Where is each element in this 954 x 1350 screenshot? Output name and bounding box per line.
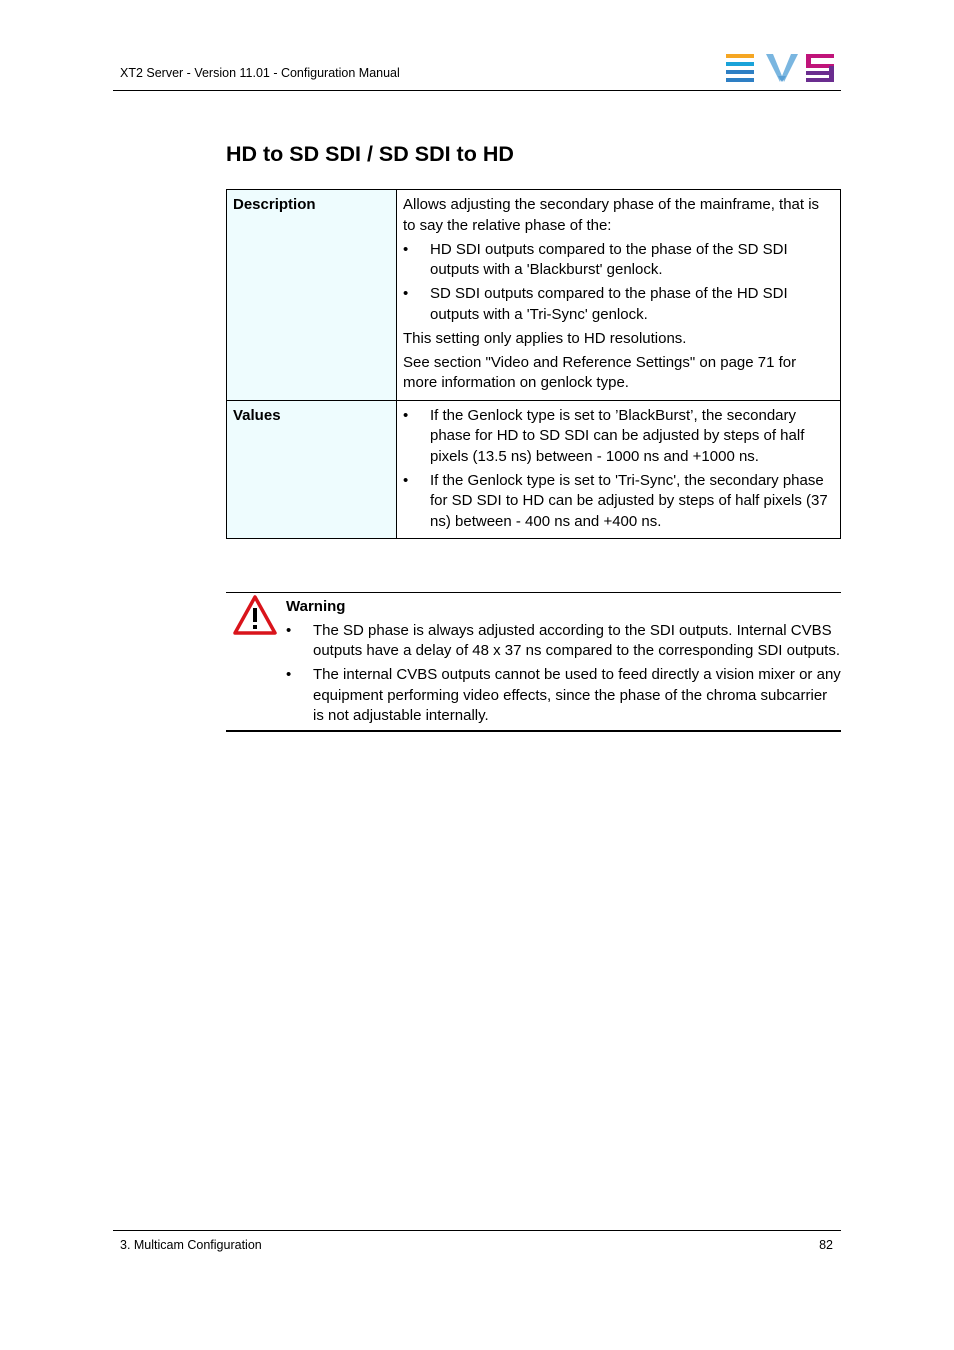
bullet-icon: • (403, 406, 409, 424)
description-reference: See section "Video and Reference Settings" on page 71 for more information on genlock type. (403, 353, 797, 391)
manual-title: XT2 Server - Version 11.01 - Configuration Manual (120, 66, 400, 80)
table-row-description (227, 190, 841, 401)
list-item-text: If the Genlock type is set to 'Tri-Sync', the secondary phase for SD SDI to HD can be adjusted by steps of half pixels (37 ns) between - 400 ns and +400 ns. (430, 471, 828, 530)
page-number: 82 (819, 1238, 833, 1252)
list-item-text: SD SDI outputs compared to the phase of the HD SDI outputs with a 'Tri-Sync' genlock. (430, 285, 788, 323)
list-item (403, 284, 834, 325)
warning-bullet-list (286, 621, 841, 727)
list-item-text: The internal CVBS outputs cannot be used to feed directly a vision mixer or any equipment performing video effects, since the phase of the chroma subcarrier is not adjustable internally. (313, 666, 841, 724)
warning-box (226, 592, 841, 732)
row-content (397, 400, 841, 539)
list-item (403, 240, 834, 281)
table-row-values (227, 400, 841, 539)
bullet-icon: • (403, 285, 409, 302)
bullet-icon: • (286, 666, 292, 683)
bullet-icon: • (403, 471, 409, 489)
row-label: Description (227, 190, 397, 401)
warning-triangle-icon (233, 595, 277, 635)
row-content (397, 190, 841, 401)
description-intro: Allows adjusting the secondary phase of the mainframe, that is to say the relative phase of the: (403, 196, 820, 234)
description-note: This setting only applies to HD resolutions. (403, 329, 687, 347)
warning-title: Warning (286, 598, 346, 615)
chapter-label: 3. Multicam Configuration (120, 1238, 262, 1252)
list-item (403, 406, 834, 468)
warning-body (286, 597, 841, 727)
evs-logo (726, 54, 834, 82)
row-label: Values (227, 400, 397, 539)
bullet-icon: • (403, 240, 409, 258)
header-divider (113, 90, 841, 91)
footer-divider (113, 1230, 841, 1231)
list-item-text: The SD phase is always adjusted according to the SDI outputs. Internal CVBS outputs have a delay of 48 x 37 ns compared to the corresponding SDI outputs. (313, 621, 840, 659)
list-item-text: HD SDI outputs compared to the phase of the SD SDI outputs with a 'Blackburst' genlock. (430, 240, 788, 278)
section-title: HD to SD SDI / SD SDI to HD (226, 142, 514, 166)
list-item (403, 471, 834, 533)
list-item (286, 665, 841, 727)
description-bullet-list (403, 240, 834, 326)
bullet-icon: • (286, 621, 292, 639)
list-item-text: If the Genlock type is set to ’BlackBurst’, the secondary phase for HD to SD SDI can be adjusted by steps of half pixels (13.5 ns) between - 1000 ns and +1000 ns. (430, 406, 805, 465)
values-bullet-list (403, 406, 834, 533)
list-item (286, 621, 841, 662)
parameter-table (226, 189, 841, 539)
